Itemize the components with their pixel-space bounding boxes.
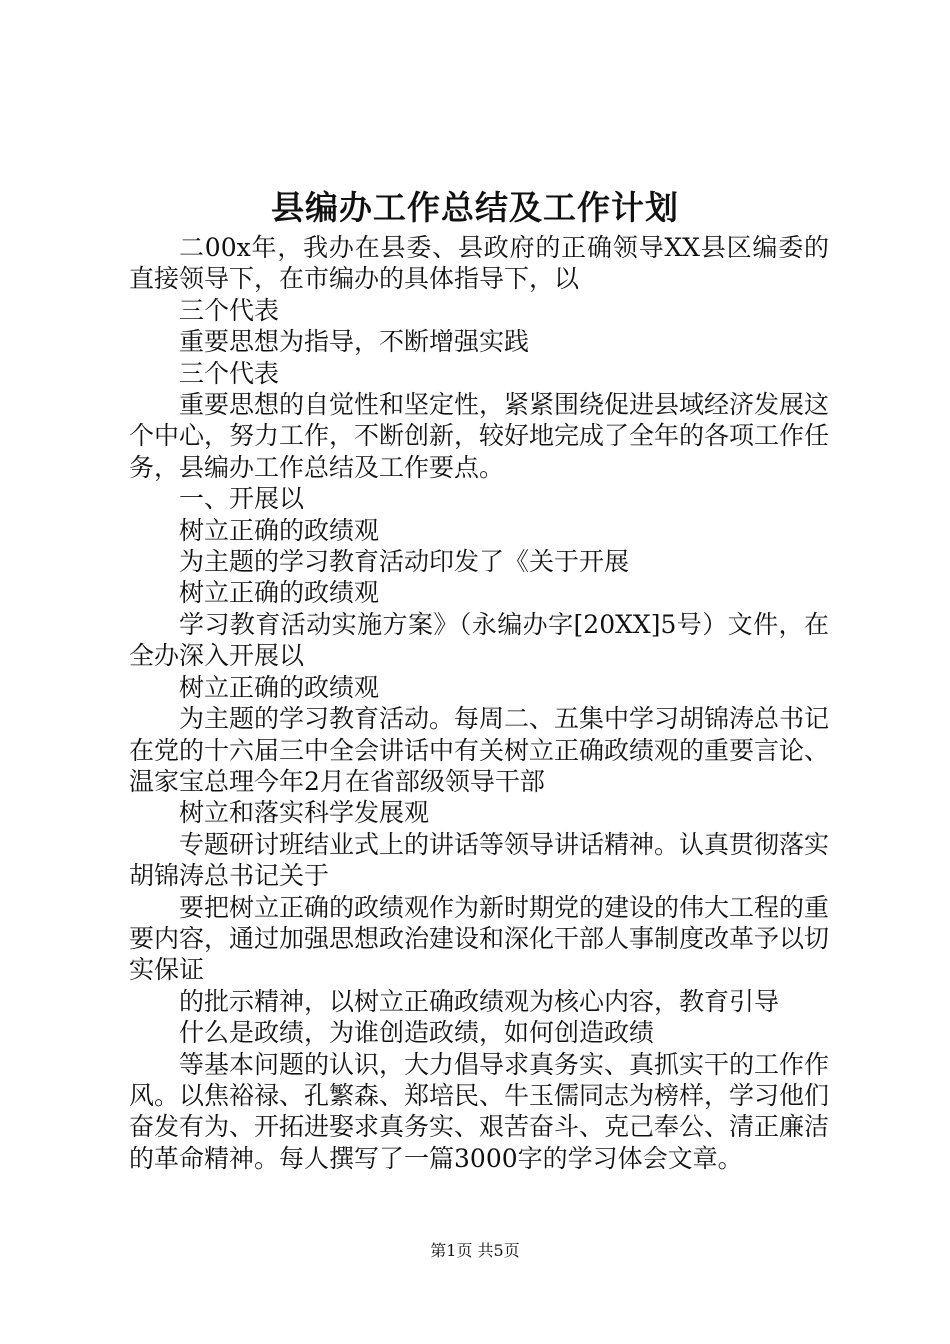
paragraph: 树立正确的政绩观 bbox=[179, 515, 380, 545]
paragraph: 的批示精神，以树立正确政绩观为核心内容，教育引导 bbox=[179, 986, 780, 1016]
document-title: 县编办工作总结及工作计划 bbox=[271, 188, 679, 227]
paragraph: 二00x年，我办在县委、县政府的正确领导XX县区编委的直接领导下，在市编办的具体指导下，以 bbox=[129, 233, 829, 294]
document-body bbox=[129, 232, 829, 1174]
paragraph: 学习教育活动实施方案》（永编办字[20XX]5号）文件，在全办深入开展以 bbox=[129, 609, 829, 671]
paragraph: 为主题的学习教育活动。每周二、五集中学习胡锦涛总书记在党的十六届三中全会讲话中有关树立正确政绩观的重要言论、温家宝总理今年2月在省部级领导干部 bbox=[129, 704, 830, 796]
paragraph: 重要思想的自觉性和坚定性，紧紧围绕促进县域经济发展这个中心，努力工作，不断创新，较好地完成了全年的各项工作任务，县编办工作总结及工作要点。 bbox=[129, 390, 830, 482]
paragraph: 一、开展以 bbox=[179, 484, 305, 514]
paragraph: 三个代表 bbox=[179, 358, 280, 388]
paragraph: 等基本问题的认识，大力倡导求真务实、真抓实干的工作作风。以焦裕禄、孔繁森、郑培民、牛玉儒同志为榜样，学习他们奋发有为、开拓进娶求真务实、艰苦奋斗、克己奉公、清正廉洁的革命精神。每人撰写了一篇3000字的学习体会文章。 bbox=[129, 1049, 830, 1173]
paragraph: 树立和落实科学发展观 bbox=[179, 798, 430, 828]
page-footer: 第1页 共5页 bbox=[430, 1241, 520, 1260]
paragraph: 专题研讨班结业式上的讲话等领导讲话精神。认真贯彻落实胡锦涛总书记关于 bbox=[129, 829, 830, 891]
paragraph: 树立正确的政绩观 bbox=[179, 672, 380, 702]
paragraph: 三个代表 bbox=[179, 295, 280, 325]
paragraph: 重要思想为指导，不断增强实践 bbox=[179, 327, 530, 357]
paragraph: 什么是政绩，为谁创造政绩，如何创造政绩 bbox=[179, 1018, 655, 1048]
paragraph: 为主题的学习教育活动印发了《关于开展 bbox=[179, 547, 630, 577]
paragraph: 要把树立正确的政绩观作为新时期党的建设的伟大工程的重要内容，通过加强思想政治建设和深化干部人事制度改革予以切实保证 bbox=[129, 892, 830, 985]
paragraph: 树立正确的政绩观 bbox=[179, 578, 380, 608]
